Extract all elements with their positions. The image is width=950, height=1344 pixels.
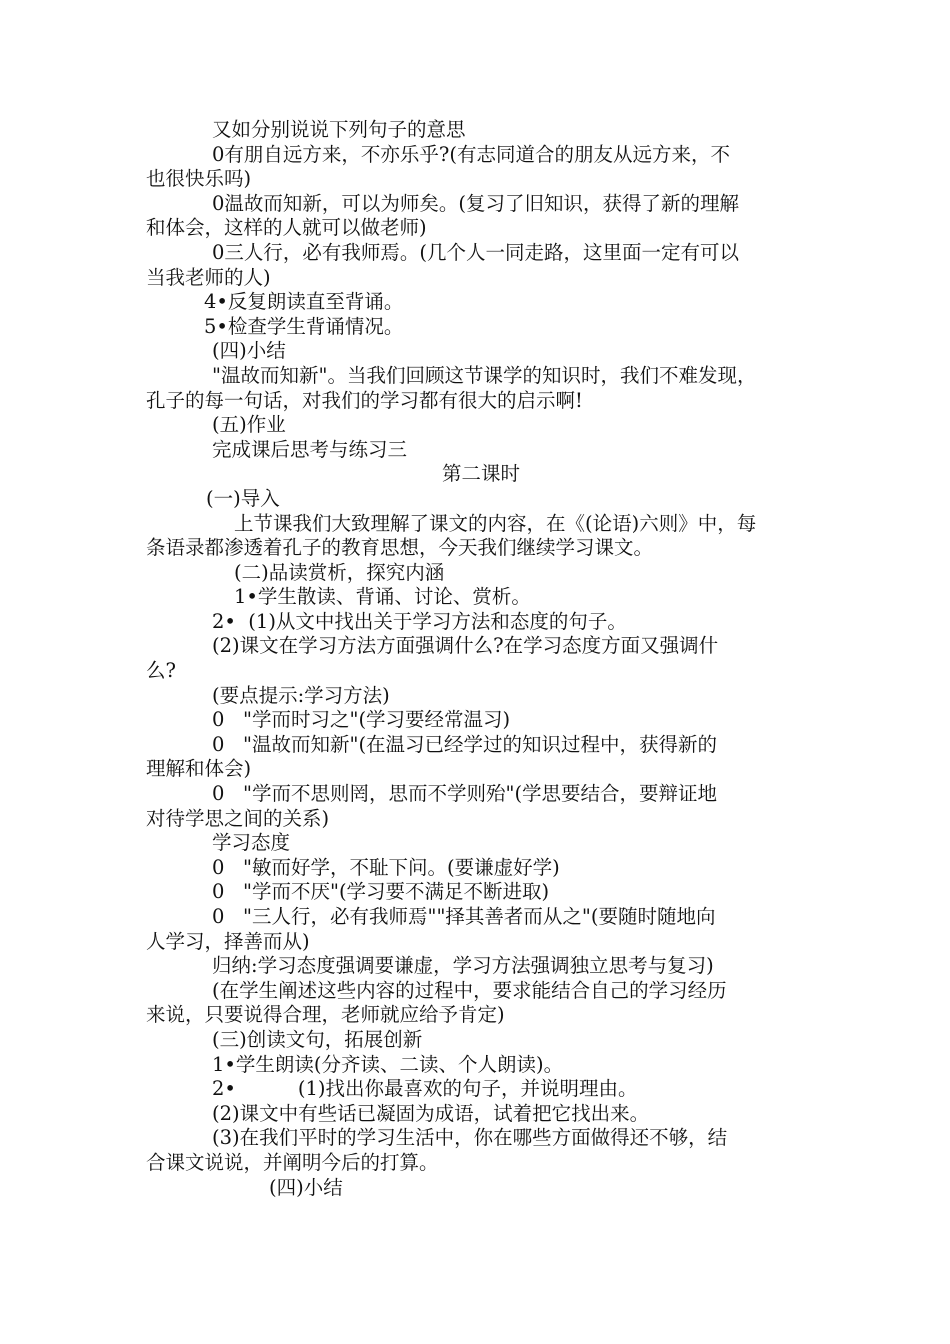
text-line: 2• (1)从文中找出关于学习方法和态度的句子。 xyxy=(212,609,627,633)
section-heading: (一)导入 xyxy=(206,486,280,510)
text-line: 人学习，择善而从) xyxy=(146,929,310,953)
text-line: (3)在我们平时的学习生活中，你在哪些方面做得还不够，结 xyxy=(212,1126,728,1150)
text-line: 当我老师的人) xyxy=(146,265,271,289)
text-line: 孔子的每一句话，对我们的学习都有很大的启示啊! xyxy=(146,388,583,412)
text-line: 0有朋自远方来，不亦乐乎?(有志同道合的朋友从远方来，不 xyxy=(212,142,730,166)
text-line: 对待学思之间的关系) xyxy=(146,806,330,830)
text-line: 合课文说说，并阐明今后的打算。 xyxy=(146,1150,439,1174)
text-line: 理解和体会) xyxy=(146,757,252,781)
text-line: 上节课我们大致理解了课文的内容，在《(论语)六则》中，每 xyxy=(234,511,757,535)
text-line: 1•学生朗读(分齐读、二读、个人朗读)。 xyxy=(212,1052,564,1076)
text-line: 1•学生散读、背诵、讨论、赏析。 xyxy=(234,585,531,609)
text-line: 0 "学而不思则罔，思而不学则殆"(学思要结合，要辩证地 xyxy=(212,782,718,806)
section-heading: (四)小结 xyxy=(212,339,286,363)
text-line: 么? xyxy=(146,659,176,683)
text-line: (要点提示:学习方法) xyxy=(212,683,390,707)
document-page xyxy=(0,118,950,1200)
text-line: 0温故而知新，可以为师矣。(复习了旧知识，获得了新的理解 xyxy=(212,191,740,215)
lesson-title: 第二课时 xyxy=(442,462,521,486)
text-line: 也很快乐吗) xyxy=(146,167,252,191)
text-line: 2• (1)找出你最喜欢的句子，并说明理由。 xyxy=(212,1077,638,1101)
text-line: "温故而知新"。当我们回顾这节课学的知识时，我们不难发现， xyxy=(212,363,757,387)
text-line: 5•检查学生背诵情况。 xyxy=(204,314,404,338)
text-line: 0 "三人行，必有我师焉""择其善者而从之"(要随时随地向 xyxy=(212,905,716,928)
text-line: 归纳:学习态度强调要谦虚，学习方法强调独立思考与复习) xyxy=(212,954,714,978)
text-line: (2)课文中有些话已凝固为成语，试着把它找出来。 xyxy=(212,1101,650,1125)
text-line: 0 "学而不厌"(学习要不满足不断进取) xyxy=(212,880,550,904)
text-line: (2)课文在学习方法方面强调什么?在学习态度方面又强调什 xyxy=(212,634,719,658)
section-heading: (三)创读文句，拓展创新 xyxy=(212,1027,423,1051)
section-heading: (五)作业 xyxy=(212,413,286,437)
text-line: 条语录都渗透着孔子的教育思想，今天我们继续学习课文。 xyxy=(146,536,654,560)
text-line: 4•反复朗读直至背诵。 xyxy=(204,290,404,314)
text-line: 0 "温故而知新"(在温习已经学过的知识过程中，获得新的 xyxy=(212,732,718,756)
text-line: 学习态度 xyxy=(212,831,291,855)
text-line: (在学生阐述这些内容的过程中，要求能结合自己的学习经历 xyxy=(212,978,727,1002)
text-line: 又如分别说说下列句子的意思 xyxy=(212,118,466,141)
section-heading: (四)小结 xyxy=(269,1175,343,1199)
text-line: 完成课后思考与练习三 xyxy=(212,437,408,461)
text-line: 0 "学而时习之"(学习要经常温习) xyxy=(212,708,511,732)
section-heading: (二)品读赏析，探究内涵 xyxy=(234,560,445,584)
text-line: 0三人行，必有我师焉。(几个人一同走路，这里面一定有可以 xyxy=(212,240,740,264)
text-line: 0 "敏而好学，不耻下问。(要谦虚好学) xyxy=(212,855,560,879)
text-line: 来说，只要说得合理，老师就应给予肯定) xyxy=(146,1003,505,1027)
text-line: 和体会，这样的人就可以做老师) xyxy=(146,216,427,240)
